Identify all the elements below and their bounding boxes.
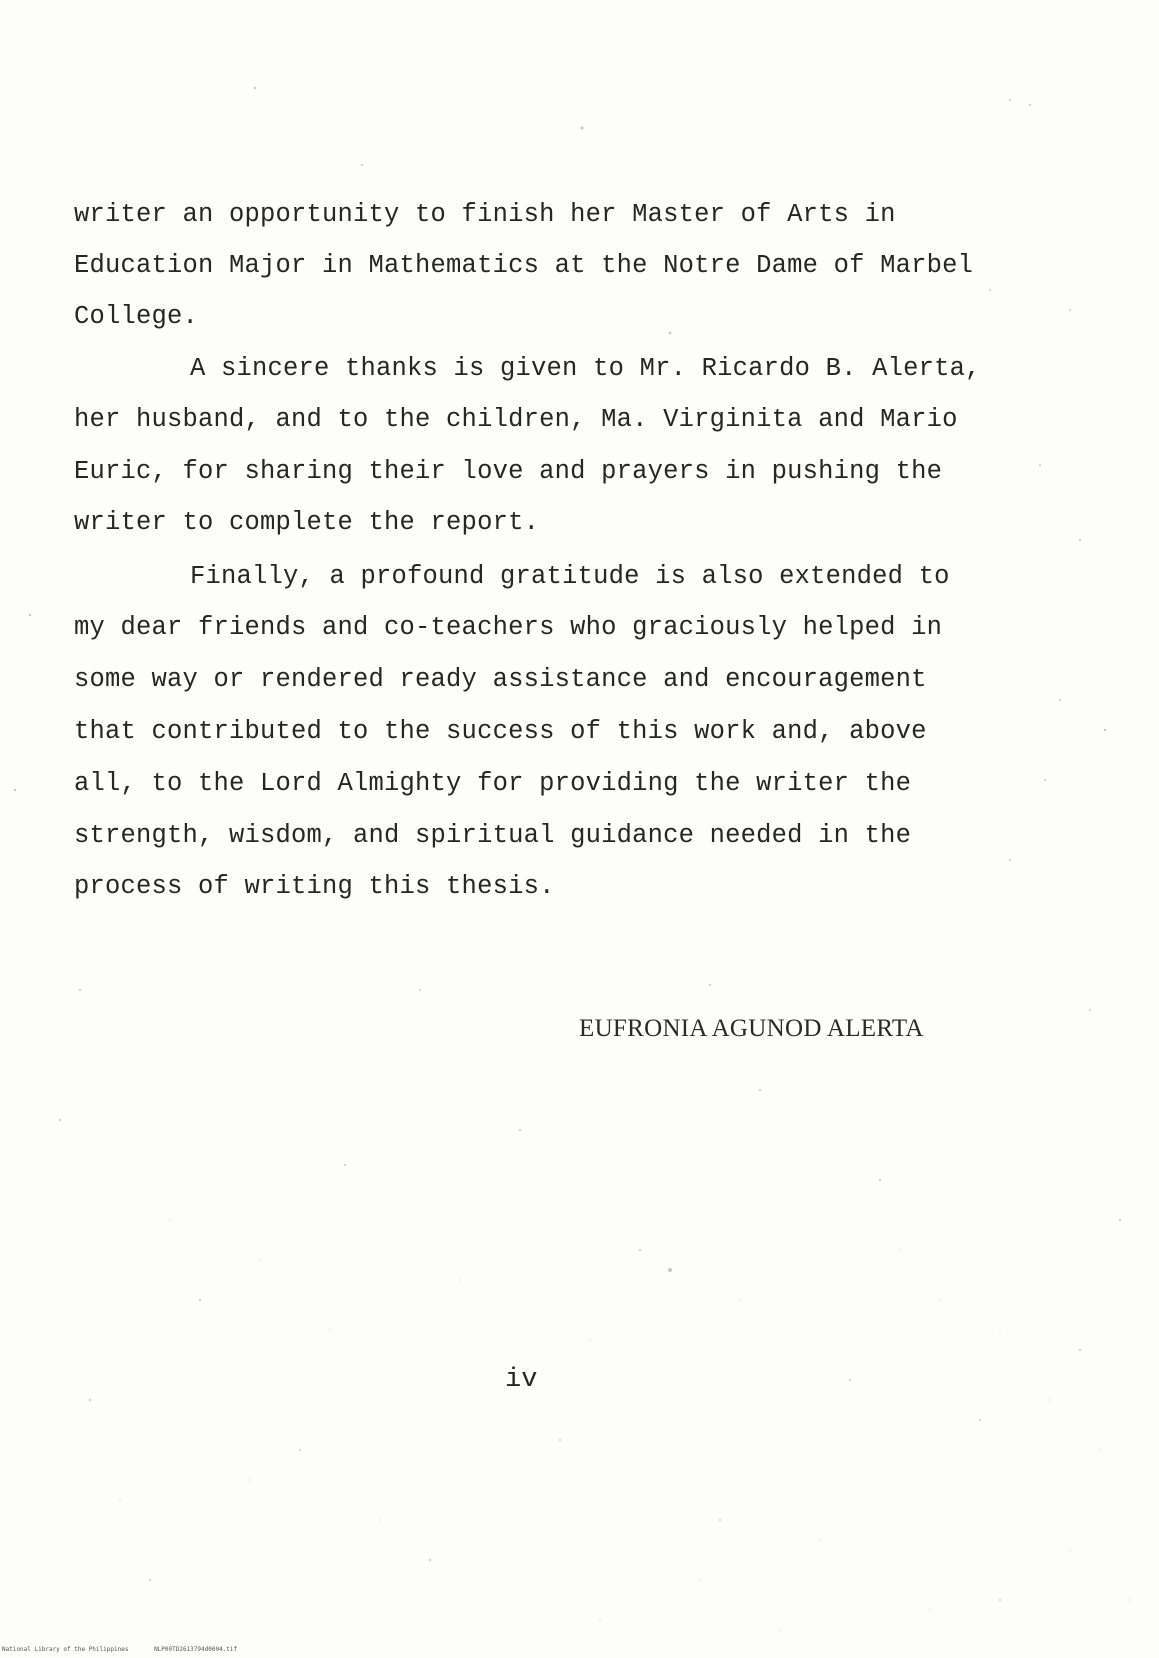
paragraph-2-line-1: A sincere thanks is given to Mr. Ricardo B. Alerta, — [190, 354, 981, 383]
page-number: iv — [505, 1365, 538, 1395]
author-signature-name: EUFRONIA AGUNOD ALERTA — [579, 1015, 924, 1042]
scan-footer — [2, 1646, 259, 1653]
paragraph-3-line-2: my dear friends and co-teachers who graciously helped in — [74, 613, 943, 642]
footer-library: National Library of the Philippines — [2, 1646, 129, 1653]
paragraph-2-line-3: Euric, for sharing their love and prayers in pushing the — [74, 457, 943, 486]
paragraph-2-line-4: writer to complete the report. — [74, 508, 540, 537]
paragraph-3-line-6: strength, wisdom, and spiritual guidance needed in the — [74, 821, 912, 850]
paragraph-1-line-3: College. — [74, 302, 199, 331]
footer-file-id: NLP00TD2613794d0004.tif — [154, 1646, 238, 1653]
paragraph-2-line-2: her husband, and to the children, Ma. Virginita and Mario — [74, 405, 958, 434]
paragraph-3-line-5: all, to the Lord Almighty for providing the writer the — [74, 769, 912, 798]
paragraph-3-line-7: process of writing this thesis. — [74, 872, 555, 901]
paragraph-3-line-4: that contributed to the success of this work and, above — [74, 717, 927, 746]
paragraph-1-line-1: writer an opportunity to finish her Master of Arts in — [74, 200, 896, 229]
paragraph-3-line-3: some way or rendered ready assistance and encouragement — [74, 665, 927, 694]
paragraph-1-line-2: Education Major in Mathematics at the Notre Dame of Marbel — [74, 251, 974, 280]
paragraph-3-line-1: Finally, a profound gratitude is also extended to — [190, 562, 950, 591]
